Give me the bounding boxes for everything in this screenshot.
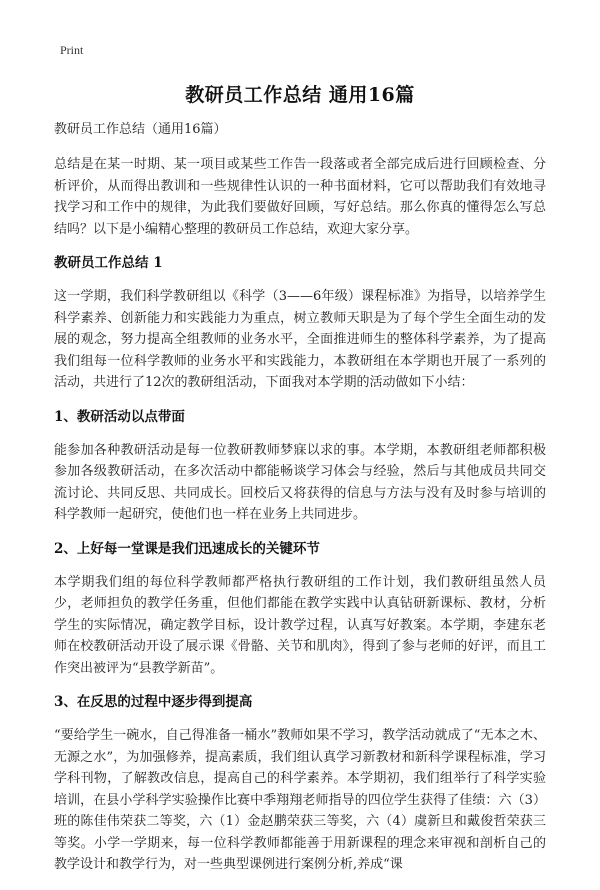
- document-body: [54, 120, 546, 890]
- item-heading-2: 2、上好每一堂课是我们迅速成长的关键环节: [54, 540, 320, 557]
- item-2-paragraph: 本学期我们组的每位科学教师都严格执行教研组的工作计划，我们教研组虽然人员少，老师担负的教学任务重，但他们都能在教学实践中认真钻研新课标、教材，分析学生的实际情况，确定教学目标，设计教学过程，认真写好教案。本学期，李建东老师在校教研活动开设了展示课《骨骼、关节和肌肉》，得到了参与老师的好评，而且工作突出被评为“县教学新苗”。: [54, 574, 546, 676]
- item-heading-1: 1、教研活动以点带面: [54, 408, 185, 425]
- item-3-paragraph: “要给学生一碗水，自己得准备一桶水”教师如果不学习，教学活动就成了“无本之木、无源之水”，为加强修养，提高素质，我们组认真学习新教材和新科学课程标准，学习学科刊物，了解教改信息，提高自己的科学素养。本学期初，我们组举行了科学实验培训，在县小学科学实验操作比赛中季翔翔老师指导的四位学生获得了佳绩：六（3）班的陈佳伟荣获二等奖，六（1）金赵鹏荣获三等奖，六（4）虞新旦和戴俊哲荣获三等奖。小学一学期来，每一位科学教师都能善于用新课程的理念来审视和剖析自己的教学设计和教学行为，对一些典型课例进行案例分析,养成“课: [54, 728, 546, 872]
- section-1-paragraph: 这一学期，我们科学教研组以《科学（3——6年级）课程标准》为指导，以培养学生科学素养、创新能力和实践能力为重点，树立教师天职是为了每个学生全面生动的发展的观念，努力提高全组教师的业务水平，全面推进师生的整体科学素养，为了提高我们组每一位科学教师的业务水平和实践能力，本教研组在本学期也开展了一系列的活动，共进行了12次的教研组活动，下面我对本学期的活动做如下小结：: [54, 289, 546, 390]
- intro-paragraph: 总结是在某一时期、某一项目或某些工作告一段落或者全部完成后进行回顾检查、分析评价，从而得出教训和一些规律性认识的一种书面材料，它可以帮助我们有效地寻找学习和工作中的规律，为此我们要做好回顾，写好总结。那么你真的懂得怎么写总结吗？以下是小编精心整理的教研员工作总结，欢迎大家分享。: [54, 157, 546, 237]
- item-heading-3: 3、在反思的过程中逐步得到提高: [54, 694, 253, 710]
- document-subtitle: 教研员工作总结（通用16篇）: [54, 122, 227, 137]
- print-label[interactable]: Print: [60, 43, 84, 57]
- section-heading-1: 教研员工作总结 1: [54, 255, 163, 271]
- page-title: 教研员工作总结 通用16篇: [185, 84, 415, 106]
- item-1-paragraph: 能参加各种教研活动是每一位教研教师梦寐以求的事。本学期，本教研组老师都积极参加各级教研活动，在多次活动中都能畅谈学习体会与经验，然后与其他成员共同交流讨论、共同反思、共同成长。回校后又将获得的信息与方法与没有及时参与培训的科学教师一起研究，使他们也一样在业务上共同进步。: [54, 442, 546, 522]
